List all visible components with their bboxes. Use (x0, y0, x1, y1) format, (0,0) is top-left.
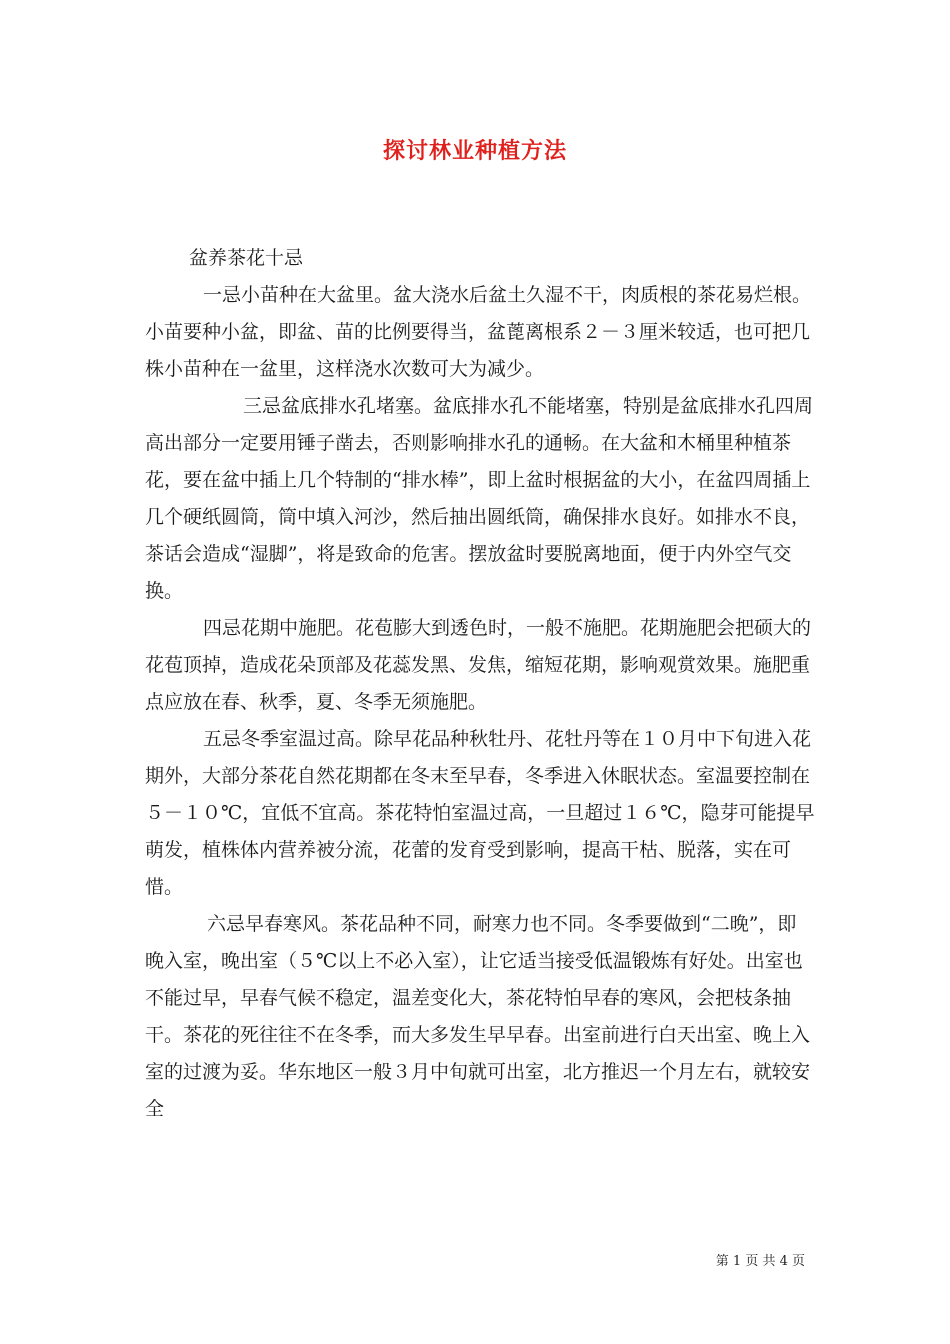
paragraph-rule-1: 一忌小苗种在大盆里。盆大浇水后盆土久湿不干，肉质根的茶花易烂根。小苗要种小盆，即盆、苗的比例要得当，盆蓖离根系２－３厘米较适，也可把几株小苗种在一盆里，这样浇水次数可大为减少。 (145, 284, 812, 380)
paragraph-rule-3: 三忌盆底排水孔堵塞。盆底排水孔不能堵塞，特别是盆底排水孔四周高出部分一定要用锤子凿去，否则影响排水孔的通畅。在大盆和木桶里种植茶花，要在盆中插上几个特制的“排水棒”，即上盆时根据盆的大小，在盆四周插上几个硬纸圆筒，筒中填入河沙，然后抽出圆纸筒，确保排水良好。如排水不良，茶话会造成“湿脚”，将是致命的危害。摆放盆时要脱离地面，便于内外空气交换。 (145, 395, 814, 602)
section-subheading: 盆养茶花十忌 (189, 247, 304, 269)
paragraph-rule-4: 四忌花期中施肥。花苞膨大到透色时，一般不施肥。花期施肥会把硕大的花苞顶掉，造成花朵顶部及花蕊发黑、发焦，缩短花期，影响观赏效果。施肥重点应放在春、秋季，夏、冬季无须施肥。 (145, 617, 812, 713)
page-number-footer: 第 1 页 共 4 页 (715, 1254, 805, 1269)
document-title: 探讨林业种植方法 (382, 138, 567, 164)
document-body (145, 240, 815, 1128)
paragraph-rule-6: 六忌早春寒风。茶花品种不同，耐寒力也不同。冬季要做到“二晚”，即晚入室，晚出室（５℃以上不必入室），让它适当接受低温锻炼有好处。出室也不能过早，早春气候不稳定，温差变化大，茶花特怕早春的寒风，会把枝条抽干。茶花的死往往不在冬季，而大多发生早早春。出室前进行白天出室、晚上入室的过渡为妥。华东地区一般３月中旬就可出室，北方推迟一个月左右，就较安全 (145, 913, 811, 1120)
paragraph-rule-5: 五忌冬季室温过高。除早花品种秋牡丹、花牡丹等在１０月中下旬进入花期外，大部分茶花自然花期都在冬末至早春，冬季进入休眠状态。室温要控制在５－１０℃，宜低不宜高。茶花特怕室温过高，一旦超过１６℃，隐芽可能提早萌发，植株体内营养被分流，花蕾的发育受到影响，提高干枯、脱落，实在可惜。 (145, 728, 815, 898)
